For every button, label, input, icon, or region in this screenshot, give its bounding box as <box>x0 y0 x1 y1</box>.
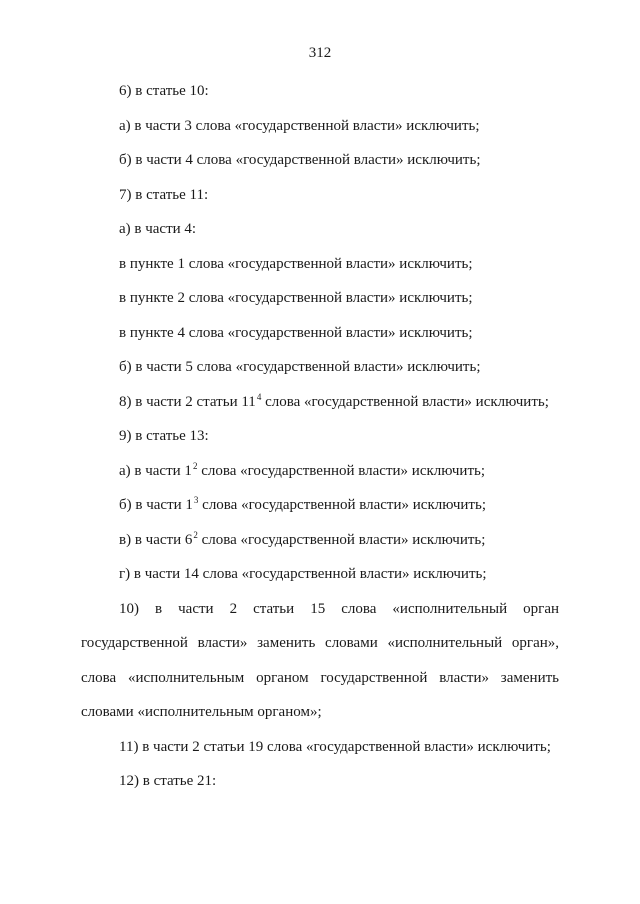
text-line <box>119 531 485 549</box>
text-line <box>119 393 549 411</box>
page-number: 312 <box>308 45 332 61</box>
text-line: 10) в части 2 статьи 15 слова «исполнительный орган <box>119 601 559 617</box>
text-segment: слова «государственной власти» исключить; <box>198 497 486 513</box>
text-segment: в) в части 6 <box>119 532 193 548</box>
text-line: государственной власти» заменить словами «исполнительный орган», <box>81 635 559 651</box>
text-line: 12) в статье 21: <box>119 773 217 789</box>
superscript: 4 <box>256 392 262 402</box>
text-line: 9) в статье 13: <box>119 428 209 444</box>
text-line: в пункте 1 слова «государственной власти» исключить; <box>119 256 473 272</box>
superscript: 2 <box>193 530 198 540</box>
text-line: а) в части 4: <box>119 221 197 237</box>
text-line: 6) в статье 10: <box>119 83 209 99</box>
text-segment: слова «государственной власти» исключить; <box>197 532 486 548</box>
superscript: 2 <box>192 461 198 471</box>
superscript: 3 <box>193 495 199 505</box>
text-line: б) в части 4 слова «государственной власти» исключить; <box>119 152 481 168</box>
text-segment: б) в части 1 <box>119 497 193 513</box>
text-segment: а) в части 1 <box>119 463 192 479</box>
text-line: б) в части 5 слова «государственной власти» исключить; <box>119 359 481 375</box>
text-line: слова «исполнительным органом государственной власти» заменить <box>81 670 559 686</box>
text-line: 11) в части 2 статьи 19 слова «государственной власти» исключить; <box>119 739 551 755</box>
text-line: 7) в статье 11: <box>119 187 209 203</box>
text-line <box>119 462 485 480</box>
text-line: в пункте 4 слова «государственной власти» исключить; <box>119 325 473 341</box>
text-line: в пункте 2 слова «государственной власти» исключить; <box>119 290 473 306</box>
text-segment: слова «государственной власти» исключить; <box>197 463 486 479</box>
text-line: а) в части 3 слова «государственной власти» исключить; <box>119 118 480 134</box>
text-segment: 8) в части 2 статьи 11 <box>119 394 256 410</box>
text-line: словами «исполнительным органом»; <box>81 704 322 720</box>
text-line: г) в части 14 слова «государственной власти» исключить; <box>119 566 487 582</box>
text-line <box>119 496 486 514</box>
text-segment: слова «государственной власти» исключить; <box>261 394 549 410</box>
